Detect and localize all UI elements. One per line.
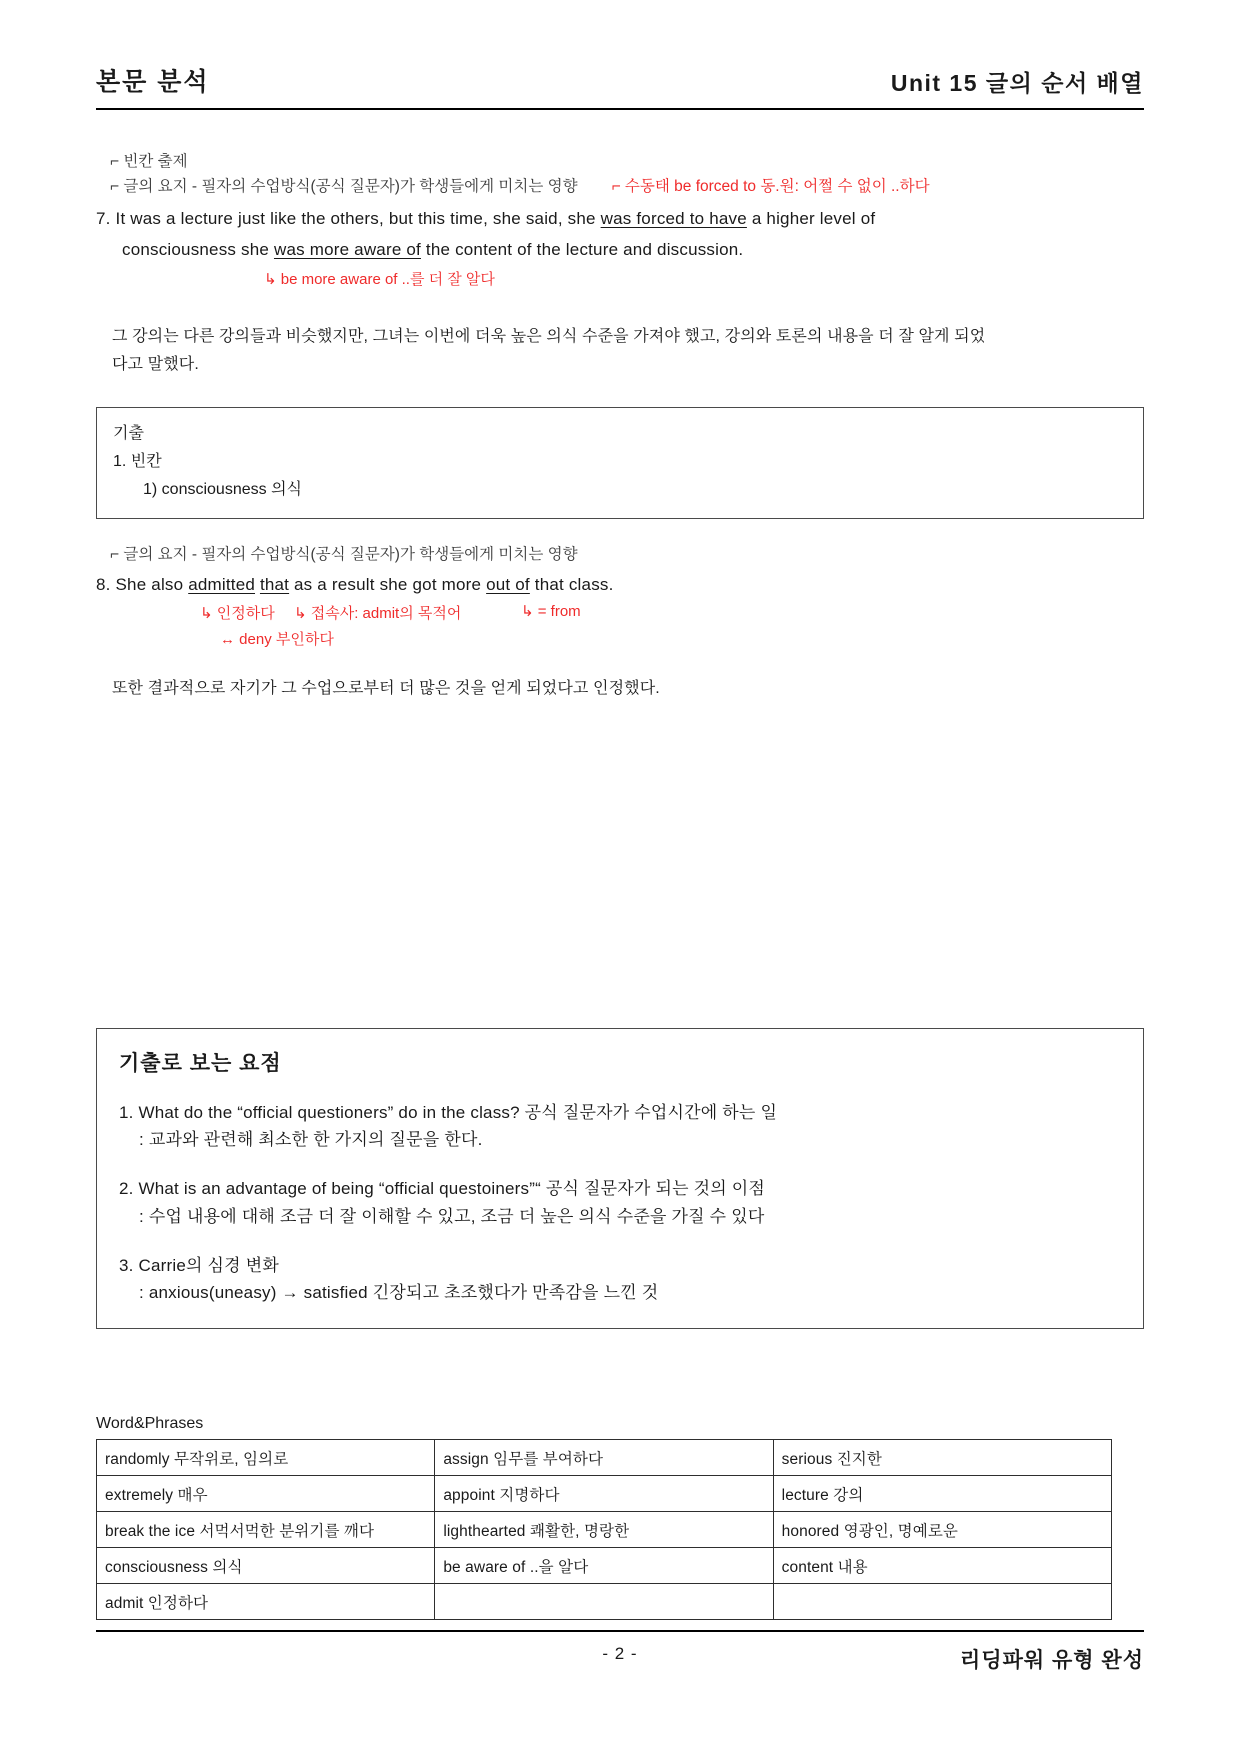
table-cell: serious 진지한: [773, 1440, 1111, 1476]
section-8: [96, 543, 1144, 703]
table-cell: extremely 매우: [97, 1476, 435, 1512]
sentence-8-line-1: [96, 569, 1144, 600]
page-title: 본문 분석: [96, 68, 210, 96]
key-point-answer: : 수업 내용에 대해 조금 더 잘 이해할 수 있고, 조금 더 높은 의식 수준을 가질 수 있다: [139, 1206, 765, 1226]
page-number: - 2 -: [602, 1644, 638, 1663]
content-body: [96, 150, 1144, 703]
sentence-8-underline-out-of: out of: [486, 574, 530, 594]
key-point-question: 3. Carrie의 심경 변화: [119, 1255, 279, 1275]
sentence-8-text-b: that class.: [529, 574, 614, 594]
table-cell: honored 영광인, 명예로운: [773, 1512, 1111, 1548]
past-exam-box: [96, 407, 1144, 519]
key-points-section: [96, 1028, 1144, 1329]
annotation-admitted-meaning: ↳ 인정하다: [200, 605, 275, 623]
key-point-answer: : 교과와 관련해 최소한 한 가지의 질문을 한다.: [139, 1130, 483, 1150]
table-row: [97, 1584, 1112, 1620]
table-cell: consciousness 의식: [97, 1548, 435, 1584]
sentence-8-underline-admitted: admitted: [188, 574, 256, 594]
table-cell: appoint 지명하다: [435, 1476, 773, 1512]
sentence-8-underline-that: that: [259, 574, 290, 594]
sentence-7-text-b: a higher level of: [746, 209, 876, 229]
annotation-main-idea-8: ⌐ 글의 요지 - 필자의 수업방식(공식 질문자)가 학생들에게 미치는 영향: [110, 545, 578, 563]
table-cell: randomly 무작위로, 임의로: [97, 1440, 435, 1476]
sentence-7-text-a: It was a lecture just like the others, but this time, she said, she: [115, 209, 601, 229]
sentence-8-gap-2: as a result she got more: [289, 574, 487, 594]
table-cell: [773, 1584, 1111, 1620]
key-point-item: [119, 1252, 1121, 1306]
table-cell: lecture 강의: [773, 1476, 1111, 1512]
annotation-out-of-equals-from: ↳ = from: [521, 603, 581, 621]
translation-8: 또한 결과적으로 자기가 그 수업으로부터 더 많은 것을 얻게 되었다고 인정했다.: [112, 680, 660, 698]
past-exam-title: 기출: [113, 424, 144, 442]
table-row: [97, 1548, 1112, 1584]
key-point-item: [119, 1175, 1121, 1229]
sentence-7-line-2: [96, 234, 1144, 265]
table-row: [97, 1512, 1112, 1548]
annotation-main-idea: ⌐ 글의 요지 - 필자의 수업방식(공식 질문자)가 학생들에게 미치는 영향: [110, 178, 578, 196]
annotation-blank-question: ⌐ 빈칸 출제: [110, 153, 188, 170]
table-cell: lighthearted 쾌활한, 명랑한: [435, 1512, 773, 1548]
annotation-passive-voice: ⌐ 수동태 be forced to 동.원: 어쩔 수 없이 ..하다: [611, 178, 930, 196]
page-footer: [96, 1630, 1144, 1674]
unit-title: Unit 15 글의 순서 배열: [890, 70, 1144, 96]
annotation-row-main-idea: [96, 174, 1144, 199]
table-cell: admit 인정하다: [97, 1584, 435, 1620]
past-exam-item-1: 1. 빈칸: [113, 452, 162, 470]
sentence-8-number: 8.: [96, 574, 111, 594]
annotation-row-8-first: [96, 602, 1144, 628]
annotation-be-more-aware-of: ↳ be more aware of ..를 더 잘 알다: [264, 270, 495, 288]
table-row: [97, 1476, 1112, 1512]
key-point-answer: : anxious(uneasy) → satisfied 긴장되고 초조했다가 만족감을 느낀 것: [139, 1282, 659, 1302]
table-cell: break the ice 서먹서먹한 분위기를 깨다: [97, 1512, 435, 1548]
table-cell: [435, 1584, 773, 1620]
book-title: 리딩파워 유형 완성: [960, 1649, 1144, 1672]
table-cell: content 내용: [773, 1548, 1111, 1584]
translation-7-line-1: 그 강의는 다른 강의들과 비슷했지만, 그녀는 이번에 더욱 높은 의식 수준을 가져야 했고, 강의와 토론의 내용을 더 잘 알게 되었: [112, 327, 986, 345]
key-point-question: 2. What is an advantage of being “official questoiners”“ 공식 질문자가 되는 것의 이점: [119, 1179, 766, 1199]
key-point-item: [119, 1099, 1121, 1153]
key-point-question: 1. What do the “official questioners” do in the class? 공식 질문자가 수업시간에 하는 일: [119, 1103, 778, 1122]
sentence-8-text-a: She also: [115, 574, 189, 594]
table-row: [97, 1440, 1112, 1476]
sentence-7-underline-1: was forced to have: [600, 209, 747, 229]
translation-7-line-2: 다고 말했다.: [112, 355, 199, 373]
annotation-that-conjunction: ↳ 접속사: admit의 목적어: [294, 605, 462, 623]
sentence-7-line-1: [96, 203, 1144, 234]
word-phrases-section: [96, 1415, 1112, 1620]
page-header: [96, 62, 1144, 110]
sentence-7-underline-2: was more aware of: [273, 240, 421, 260]
sentence-7-number: 7.: [96, 209, 111, 229]
annotation-deny-antonym: ↔ deny 부인하다: [220, 631, 334, 649]
sentence-7-line2-text-a: consciousness she: [122, 240, 274, 260]
table-cell: be aware of ..을 알다: [435, 1548, 773, 1584]
word-phrases-table: [96, 1439, 1112, 1620]
key-points-box: [96, 1028, 1144, 1329]
word-phrases-title: Word&Phrases: [96, 1415, 204, 1432]
section-7: [96, 150, 1144, 379]
key-points-title: 기출로 보는 요점: [119, 1052, 282, 1075]
table-cell: assign 임무를 부여하다: [435, 1440, 773, 1476]
sentence-7-line2-text-b: the content of the lecture and discussion.: [420, 240, 744, 260]
past-exam-item-1-sub: 1) consciousness 의식: [143, 480, 302, 498]
